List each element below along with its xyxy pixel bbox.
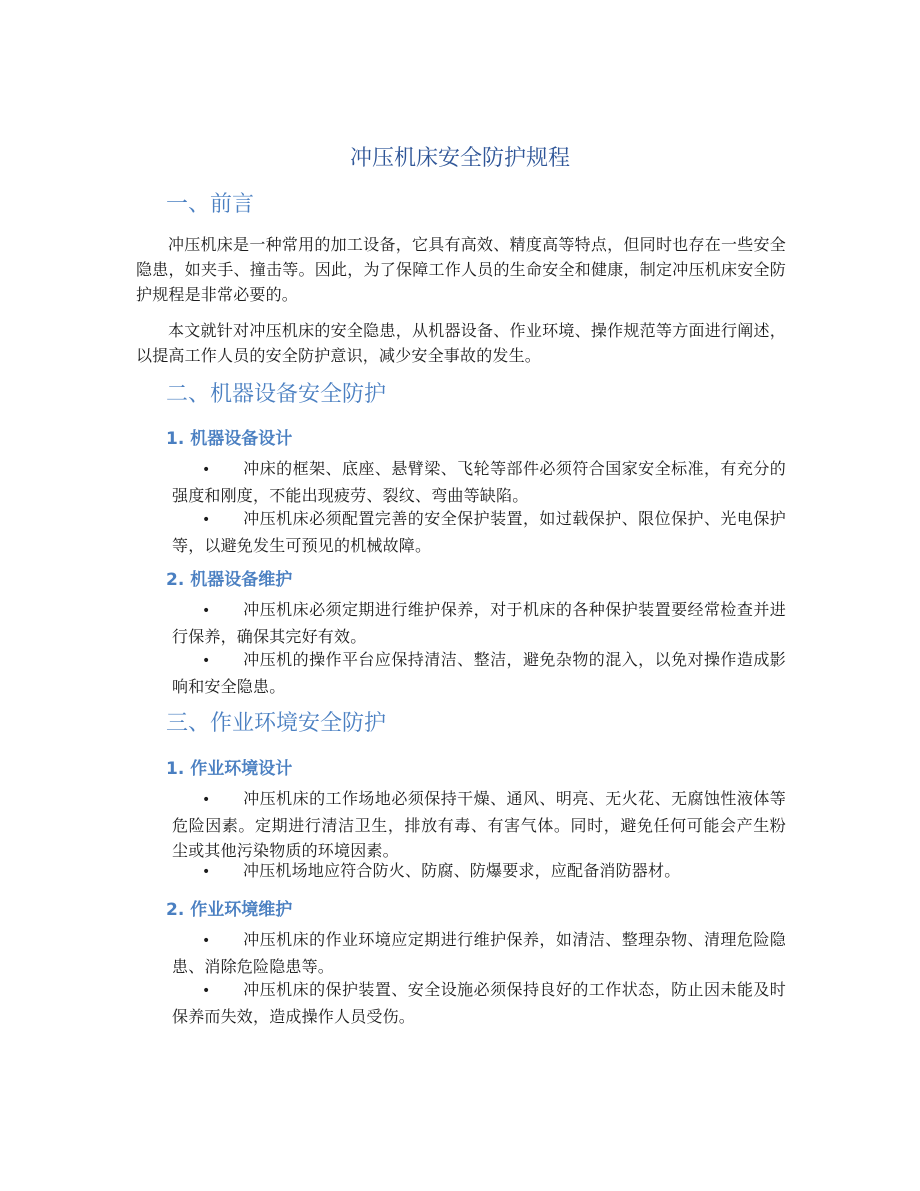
section-heading-preface: 一、前言 xyxy=(166,192,255,217)
bullet-list-item xyxy=(172,597,786,649)
bullet-list-item xyxy=(172,858,786,885)
list-item-text: 冲压机床的保护装置、安全设施必须保持良好的工作状态，防止因未能及时保养而失效，造成操作人员受伤。 xyxy=(172,980,786,1026)
list-item-text: 冲压机的操作平台应保持清洁、整洁，避免杂物的混入，以免对操作造成影响和安全隐患。 xyxy=(172,650,786,696)
bullet-list-item xyxy=(172,786,786,863)
bullet-icon: • xyxy=(202,512,211,528)
bullet-list-item xyxy=(172,977,786,1029)
list-item-text: 冲床的框架、底座、悬臂梁、飞轮等部件必须符合国家安全标准，有充分的强度和刚度，不能出现疲劳、裂纹、弯曲等缺陷。 xyxy=(172,459,786,505)
paragraph: 本文就针对冲压机床的安全隐患，从机器设备、作业环境、操作规范等方面进行阐述，以提高工作人员的安全防护意识，减少安全事故的发生。 xyxy=(136,321,786,365)
list-item-text: 冲压机床必须配置完善的安全保护装置，如过载保护、限位保护、光电保护等，以避免发生可预见的机械故障。 xyxy=(172,509,786,555)
list-item-text: 冲压机床的作业环境应定期进行维护保养，如清洁、整理杂物、清理危险隐患、消除危险隐患等。 xyxy=(172,930,786,976)
bullet-list-item xyxy=(172,647,786,699)
document-title: 冲压机床安全防护规程 xyxy=(349,146,570,171)
bullet-icon: • xyxy=(202,603,211,619)
list-item-text: 冲压机场地应符合防火、防腐、防爆要求，应配备消防器材。 xyxy=(243,861,681,880)
section-heading-environment-safety: 三、作业环境安全防护 xyxy=(166,711,387,736)
subsection-heading-environment-maintenance: 2. 作业环境维护 xyxy=(166,900,293,920)
bullet-list-item xyxy=(172,456,786,508)
bullet-icon: • xyxy=(202,864,211,880)
bullet-list-item xyxy=(172,927,786,979)
bullet-list-item xyxy=(172,506,786,558)
paragraph: 冲压机床是一种常用的加工设备，它具有高效、精度高等特点，但同时也存在一些安全隐患，如夹手、撞击等。因此，为了保障工作人员的生命安全和健康，制定冲压机床安全防护规程是非常必要的。 xyxy=(136,235,786,304)
subsection-heading-machine-design: 1. 机器设备设计 xyxy=(166,429,293,449)
bullet-icon: • xyxy=(202,933,211,949)
list-item-text: 冲压机床必须定期进行维护保养，对于机床的各种保护装置要经常检查并进行保养，确保其完好有效。 xyxy=(172,600,786,646)
bullet-icon: • xyxy=(202,653,211,669)
bullet-icon: • xyxy=(202,792,211,808)
subsection-heading-machine-maintenance: 2. 机器设备维护 xyxy=(166,570,293,590)
section-heading-machine-safety: 二、机器设备安全防护 xyxy=(166,382,387,407)
bullet-icon: • xyxy=(202,462,211,478)
list-item-text: 冲压机床的工作场地必须保持干燥、通风、明亮、无火花、无腐蚀性液体等危险因素。定期进行清洁卫生，排放有毒、有害气体。同时，避免任何可能会产生粉尘或其他污染物质的环境因素。 xyxy=(172,789,786,860)
bullet-icon: • xyxy=(202,983,211,999)
subsection-heading-environment-design: 1. 作业环境设计 xyxy=(166,759,293,779)
